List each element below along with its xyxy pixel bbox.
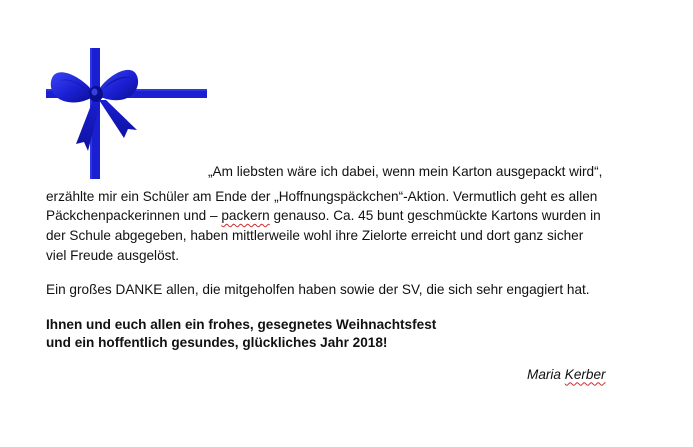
signature-first-name: Maria [527,366,565,382]
paragraph-1-line-3-end: genauso. Ca. 45 bunt geschmückte Kartons wurden in [269,208,601,223]
signature [527,365,606,384]
greeting-line-1: Ihnen und euch allen ein frohes, gesegnetes Weihnachtsfest [46,317,437,332]
paragraph-1-line-5: viel Freude ausgelöst. [46,248,179,263]
paragraph-1-line-1: „Am liebsten wäre ich dabei, wenn mein Karton ausgepackt wird“, [208,164,603,179]
blue-ribbon-bow-icon [46,48,207,179]
paragraph-1-line-3-start: Päckchenpackerinnen und – [46,208,222,223]
paragraph-2: Ein großes DANKE allen, die mitgeholfen haben sowie der SV, die sich sehr engagiert hat. [46,282,590,297]
paragraph-1-line-4: der Schule abgegeben, haben mittlerweile wohl ihre Zielorte erreicht und dort ganz sicher [46,228,584,243]
misspelled-word: packern [221,208,270,223]
paragraph-1-line-3 [46,206,601,225]
greeting-line-2: und ein hoffentlich gesundes, glückliches Jahr 2018! [46,335,388,350]
paragraph-1-line-2: erzählte mir ein Schüler am Ende der „Hoffnungspäckchen“-Aktion. Vermutlich geht es allen [46,189,598,204]
signature-last-name: Kerber [564,366,606,382]
